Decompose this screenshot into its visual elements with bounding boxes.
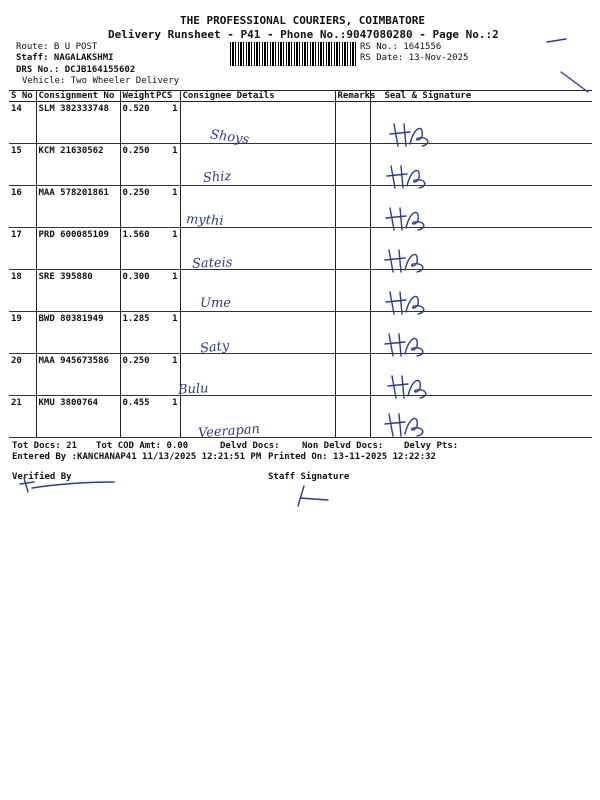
table-row [9, 354, 592, 396]
row-weight: 0.250 [120, 144, 154, 186]
signature-mark [383, 246, 435, 276]
row-weight: 1.285 [120, 312, 154, 354]
row-pcs: 1 [154, 102, 180, 144]
signature-mark [385, 162, 435, 192]
row-pcs: 1 [154, 396, 180, 438]
row-pcs: 1 [154, 186, 180, 228]
drs-number: DRS No.: DCJB164155602 [16, 65, 136, 75]
col-consignee: Consignee Details [180, 91, 335, 102]
pen-mark [560, 70, 590, 94]
col-seal: Seal & Signature [370, 91, 592, 102]
signature-mark [384, 204, 436, 234]
handwritten-name: mythi [185, 212, 224, 229]
vehicle-label: Vehicle: Two Wheeler Delivery [22, 76, 180, 86]
col-sno: S No [9, 91, 36, 102]
entered-by: Entered By :KANCHANAP41 11/13/2025 12:21:51 PM [12, 452, 262, 462]
printed-on: Printed On: 13-11-2025 12:22:32 [268, 452, 436, 462]
row-remarks [335, 144, 370, 186]
handwritten-name: Veerapan [197, 421, 261, 442]
row-weight: 0.455 [120, 396, 154, 438]
signature-mark [384, 288, 434, 318]
row-weight: 0.250 [120, 186, 154, 228]
row-consignment: SLM 382333748 [36, 102, 120, 144]
staff-signature-label: Staff Signature [268, 472, 350, 482]
row-weight: 0.300 [120, 270, 154, 312]
handwritten-name: Shiz [202, 169, 232, 186]
row-weight: 0.520 [120, 102, 154, 144]
col-weight: Weight [120, 91, 154, 102]
signature-mark [388, 120, 438, 150]
table-row [9, 228, 592, 270]
row-weight: 1.560 [120, 228, 154, 270]
row-sno: 21 [9, 396, 36, 438]
col-remarks: Remarks [335, 91, 370, 102]
row-sno: 17 [9, 228, 36, 270]
rs-date: RS Date: 13-Nov-2025 [360, 53, 469, 63]
table-row [9, 144, 592, 186]
table-row [9, 270, 592, 312]
row-remarks [335, 102, 370, 144]
handwritten-name: Bulu [177, 381, 209, 398]
row-consignment: SRE 395880 [36, 270, 120, 312]
signature-mark [383, 330, 433, 360]
row-sno: 15 [9, 144, 36, 186]
table-header-row [9, 91, 592, 102]
total-cod: Tot COD Amt: 0.00 [96, 441, 189, 451]
company-title: THE PROFESSIONAL COURIERS, COIMBATORE [180, 14, 426, 27]
row-pcs: 1 [154, 270, 180, 312]
route-label: Route: B U POST [16, 42, 98, 52]
col-pcs: PCS [154, 91, 180, 102]
verifier-signature [18, 476, 118, 496]
row-sno: 20 [9, 354, 36, 396]
row-remarks [335, 270, 370, 312]
row-consignment: MAA 945673586 [36, 354, 120, 396]
handwritten-name: Shoys [209, 127, 250, 148]
table-row [9, 312, 592, 354]
handwritten-name: Saty [199, 338, 230, 357]
barcode-icon [230, 42, 356, 66]
row-pcs: 1 [154, 312, 180, 354]
row-remarks [335, 354, 370, 396]
staff-signature-mark [294, 484, 334, 510]
col-consignment: Consignment No [36, 91, 120, 102]
row-consignment: BWD 80381949 [36, 312, 120, 354]
verified-by-label: Verified By [12, 472, 72, 482]
staff-label: Staff: NAGALAKSHMI [16, 53, 114, 63]
delivery-points: Delvy Pts: [404, 441, 459, 451]
row-remarks [335, 396, 370, 438]
signature-mark [383, 410, 433, 438]
handwritten-name: Ume [200, 296, 231, 311]
row-consignment: KMU 3800764 [36, 396, 120, 438]
runsheet-subtitle: Delivery Runsheet - P41 - Phone No.:9047080280 - Page No.:2 [108, 28, 499, 41]
total-docs: Tot Docs: 21 [12, 441, 78, 451]
runsheet-table [9, 90, 592, 438]
row-sno: 19 [9, 312, 36, 354]
row-consignment: PRD 600085109 [36, 228, 120, 270]
row-consignee [180, 102, 335, 144]
row-pcs: 1 [154, 228, 180, 270]
signature-mark [386, 372, 436, 402]
non-delivered-docs: Non Delvd Docs: [302, 441, 384, 451]
rs-number: RS No.: 1641556 [360, 42, 442, 52]
pen-mark [546, 36, 568, 46]
row-sno: 18 [9, 270, 36, 312]
row-sno: 16 [9, 186, 36, 228]
row-weight: 0.250 [120, 354, 154, 396]
row-remarks [335, 228, 370, 270]
table-row [9, 186, 592, 228]
row-consignment: KCM 21630562 [36, 144, 120, 186]
row-remarks [335, 312, 370, 354]
row-consignment: MAA 578201861 [36, 186, 120, 228]
delivered-docs: Delvd Docs: [220, 441, 280, 451]
table-row [9, 396, 592, 438]
row-pcs: 1 [154, 354, 180, 396]
table-row [9, 102, 592, 144]
row-remarks [335, 186, 370, 228]
row-sno: 14 [9, 102, 36, 144]
handwritten-name: Sateis [191, 255, 233, 272]
row-pcs: 1 [154, 144, 180, 186]
